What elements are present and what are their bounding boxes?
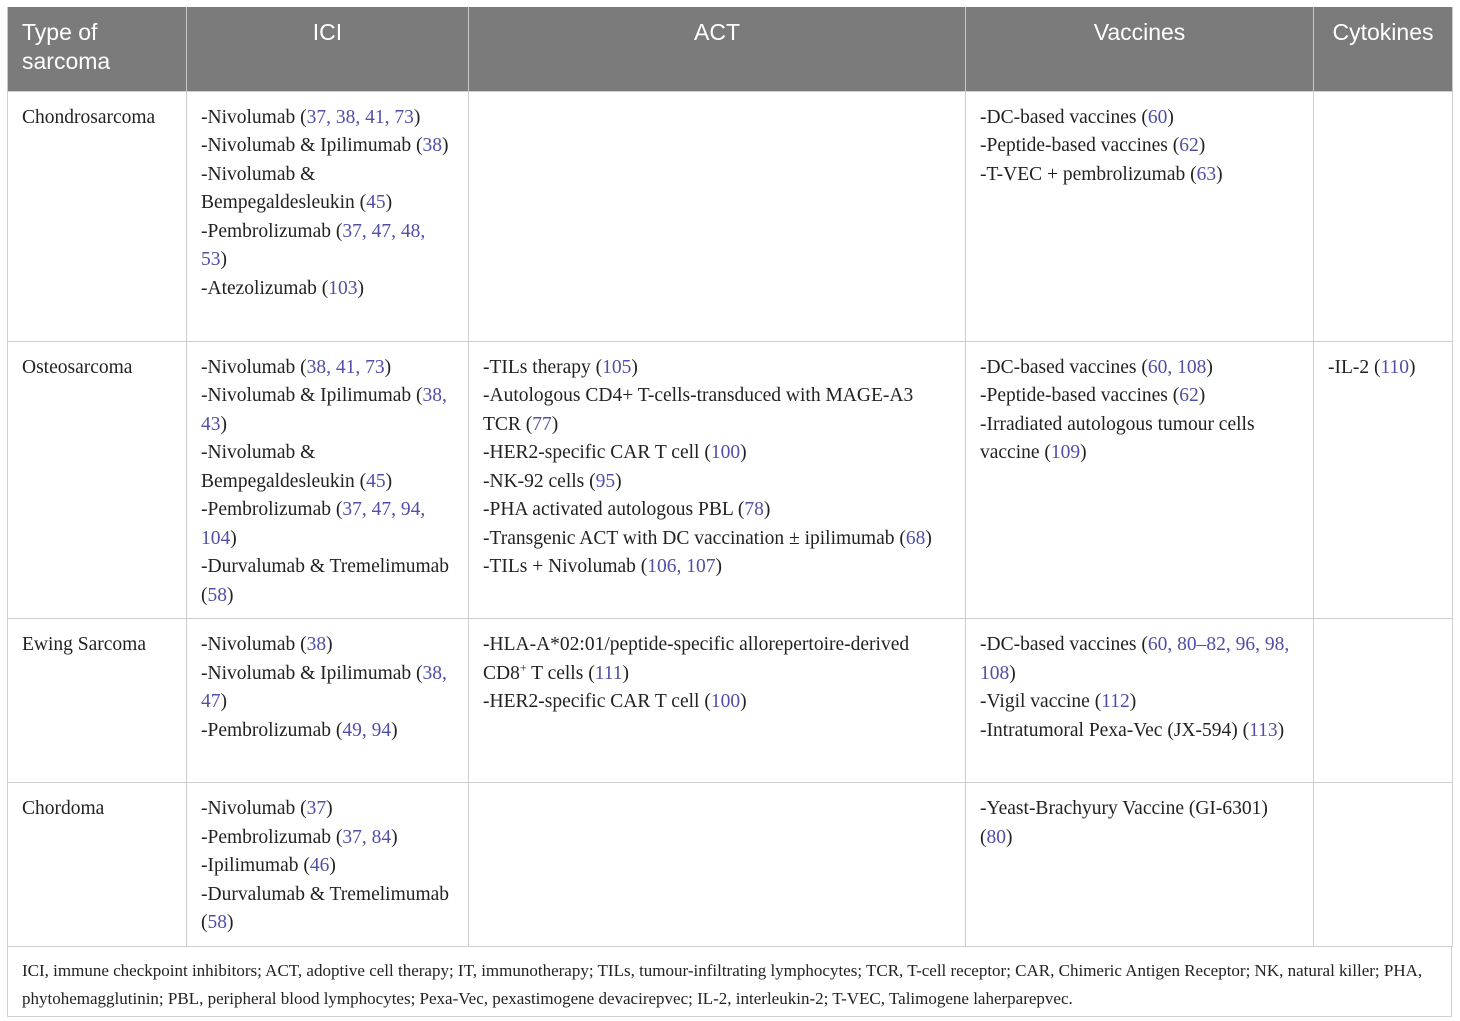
reference-link[interactable]: 38, 41, 73 — [306, 356, 385, 378]
header-ici: ICI — [187, 7, 469, 91]
header-vaccines: Vaccines — [966, 7, 1314, 91]
reference-link[interactable]: 105 — [602, 356, 632, 378]
reference-link[interactable]: 100 — [710, 691, 741, 712]
reference-link[interactable]: 58 — [207, 912, 227, 933]
therapy-item: -TILs therapy (105) — [483, 356, 638, 378]
therapy-item: -Nivolumab & Ipilimumab (38, 43) — [201, 385, 447, 435]
cell-empty — [1314, 783, 1453, 947]
therapy-item: -Nivolumab & Bempegaldesleukin (45) — [201, 163, 393, 213]
row-ewing-name: Ewing Sarcoma — [8, 619, 187, 783]
therapy-item: -Transgenic ACT with DC vaccination ± ipilimumab (68) — [483, 527, 932, 549]
reference-link[interactable]: 62 — [1179, 385, 1199, 406]
reference-link[interactable]: 103 — [328, 277, 358, 299]
therapy-item: -Pembrolizumab (37, 47, 48, 53) — [201, 220, 426, 270]
therapy-item: -TILs + Nivolumab (106, 107) — [483, 556, 723, 577]
cell-list — [187, 783, 469, 947]
therapy-item: -IL-2 (110) — [1328, 356, 1416, 378]
reference-link[interactable]: 37 — [306, 798, 327, 819]
therapy-item: -Nivolumab (37) — [201, 798, 333, 819]
cell-list — [966, 783, 1314, 947]
therapy-item: -Pembrolizumab (37, 84) — [201, 826, 398, 848]
cell-list — [469, 341, 966, 619]
therapy-item: -Nivolumab & Ipilimumab (38, 47) — [201, 662, 447, 712]
therapy-item: -Nivolumab & Ipilimumab (38) — [201, 135, 449, 156]
table-footnote: ICI, immune checkpoint inhibitors; ACT, adoptive cell therapy; IT, immunotherapy; TILs, tumour-infiltrating lymphocytes; TCR, T-cell receptor; CAR, Chimeric Antigen Receptor; NK, natural killer; PHA, phytohemagglutinin; PBL, peripheral blood lymphocytes; Pexa-Vec, pexastimogene devacirepvec; IL-2, interleukin-2; T-VEC, Talimogene laherparepvec. — [7, 947, 1452, 1017]
cell-list — [966, 341, 1314, 619]
therapy-item: -Nivolumab (37, 38, 41, 73) — [201, 106, 421, 128]
therapy-item: -Intratumoral Pexa-Vec (JX-594) (113) — [980, 719, 1285, 741]
therapy-item: -Pembrolizumab (37, 47, 94, 104) — [201, 499, 426, 549]
cell-list — [187, 91, 469, 341]
cell-list — [966, 619, 1314, 783]
table-row — [8, 619, 1453, 783]
reference-link[interactable]: 111 — [594, 662, 623, 684]
reference-link[interactable]: 37, 47, 94, 104 — [201, 499, 426, 549]
reference-link[interactable]: 113 — [1249, 719, 1278, 741]
cell-empty — [469, 783, 966, 947]
therapy-item: -PHA activated autologous PBL (78) — [483, 499, 771, 520]
table-container — [7, 7, 1452, 1017]
reference-link[interactable]: 45 — [366, 192, 386, 213]
cell-list — [1314, 341, 1453, 619]
cell-list — [966, 91, 1314, 341]
reference-link[interactable]: 95 — [595, 470, 616, 492]
table-row — [8, 91, 1453, 341]
reference-link[interactable]: 45 — [366, 470, 386, 492]
reference-link[interactable]: 58 — [207, 584, 227, 606]
therapy-item: -Nivolumab (38) — [201, 634, 333, 655]
therapy-item: -Durvalumab & Tremelimumab (58) — [201, 883, 450, 933]
therapy-item: -HLA-A*02:01/peptide-specific allorepertoire-derived CD8+ T cells (111) — [483, 634, 910, 684]
therapy-item: -DC-based vaccines (60, 108) — [980, 356, 1213, 378]
reference-link[interactable]: 38, 43 — [201, 385, 447, 435]
cell-list — [187, 619, 469, 783]
reference-link[interactable]: 37, 38, 41, 73 — [306, 106, 414, 128]
table-row — [8, 783, 1453, 947]
cell-empty — [1314, 91, 1453, 341]
therapy-item: -Peptide-based vaccines (62) — [980, 135, 1206, 156]
row-osteosarcoma-name: Osteosarcoma — [8, 341, 187, 619]
reference-link[interactable]: 49, 94 — [342, 719, 392, 741]
therapy-item: -T-VEC + pembrolizumab (63) — [980, 163, 1223, 185]
therapy-item: -DC-based vaccines (60, 80–82, 96, 98, 108) — [980, 634, 1290, 684]
reference-link[interactable]: 110 — [1380, 356, 1410, 378]
table-row — [8, 341, 1453, 619]
therapy-item: -Yeast-Brachyury Vaccine (GI-6301) (80) — [980, 798, 1268, 848]
header-cytokines: Cytokines — [1314, 7, 1453, 91]
therapy-item: -Pembrolizumab (49, 94) — [201, 719, 398, 741]
therapy-item: -Vigil vaccine (112) — [980, 691, 1137, 712]
therapy-item: -Nivolumab & Bempegaldesleukin (45) — [201, 442, 393, 492]
therapy-item: -DC-based vaccines (60) — [980, 106, 1174, 128]
reference-link[interactable]: 109 — [1050, 442, 1081, 463]
reference-link[interactable]: 80 — [986, 826, 1006, 848]
sarcoma-immunotherapy-table — [7, 7, 1453, 947]
reference-link[interactable]: 62 — [1179, 135, 1199, 156]
header-act: ACT — [469, 7, 966, 91]
therapy-item: -Nivolumab (38, 41, 73) — [201, 356, 392, 378]
reference-link[interactable]: 60, 108 — [1147, 356, 1207, 378]
row-chondrosarcoma-name: Chondrosarcoma — [8, 91, 187, 341]
cell-empty — [469, 91, 966, 341]
reference-link[interactable]: 46 — [309, 855, 330, 876]
cell-empty — [1314, 619, 1453, 783]
reference-link[interactable]: 106, 107 — [647, 556, 716, 577]
reference-link[interactable]: 68 — [905, 527, 926, 549]
reference-link[interactable]: 100 — [710, 442, 741, 463]
reference-link[interactable]: 37, 84 — [342, 826, 392, 848]
reference-link[interactable]: 38, 47 — [201, 662, 447, 712]
reference-link[interactable]: 37, 47, 48, 53 — [201, 220, 426, 270]
therapy-item: -Irradiated autologous tumour cells vaccine (109) — [980, 413, 1255, 463]
reference-link[interactable]: 77 — [532, 413, 552, 435]
reference-link[interactable]: 78 — [744, 499, 764, 520]
therapy-item: -Durvalumab & Tremelimumab (58) — [201, 556, 450, 606]
therapy-item: -NK-92 cells (95) — [483, 470, 622, 492]
cell-list — [469, 619, 966, 783]
reference-link[interactable]: 38 — [422, 135, 443, 156]
therapy-item: -Autologous CD4+ T-cells-transduced with MAGE-A3 TCR (77) — [483, 385, 914, 435]
reference-link[interactable]: 38 — [306, 634, 327, 655]
therapy-item: -HER2-specific CAR T cell (100) — [483, 691, 747, 712]
superscript: + — [519, 660, 527, 674]
reference-link[interactable]: 112 — [1101, 691, 1130, 712]
reference-link[interactable]: 60 — [1147, 106, 1168, 128]
therapy-item: -Peptide-based vaccines (62) — [980, 385, 1206, 406]
reference-link[interactable]: 60, 80–82, 96, 98, 108 — [980, 634, 1290, 684]
cell-list — [187, 341, 469, 619]
therapy-item: -Ipilimumab (46) — [201, 855, 336, 876]
row-chordoma-name: Chordoma — [8, 783, 187, 947]
reference-link[interactable]: 63 — [1196, 163, 1217, 185]
header-row — [8, 7, 1453, 91]
therapy-item: -Atezolizumab (103) — [201, 277, 364, 299]
therapy-item: -HER2-specific CAR T cell (100) — [483, 442, 747, 463]
header-type: Type of sarcoma — [8, 7, 187, 91]
